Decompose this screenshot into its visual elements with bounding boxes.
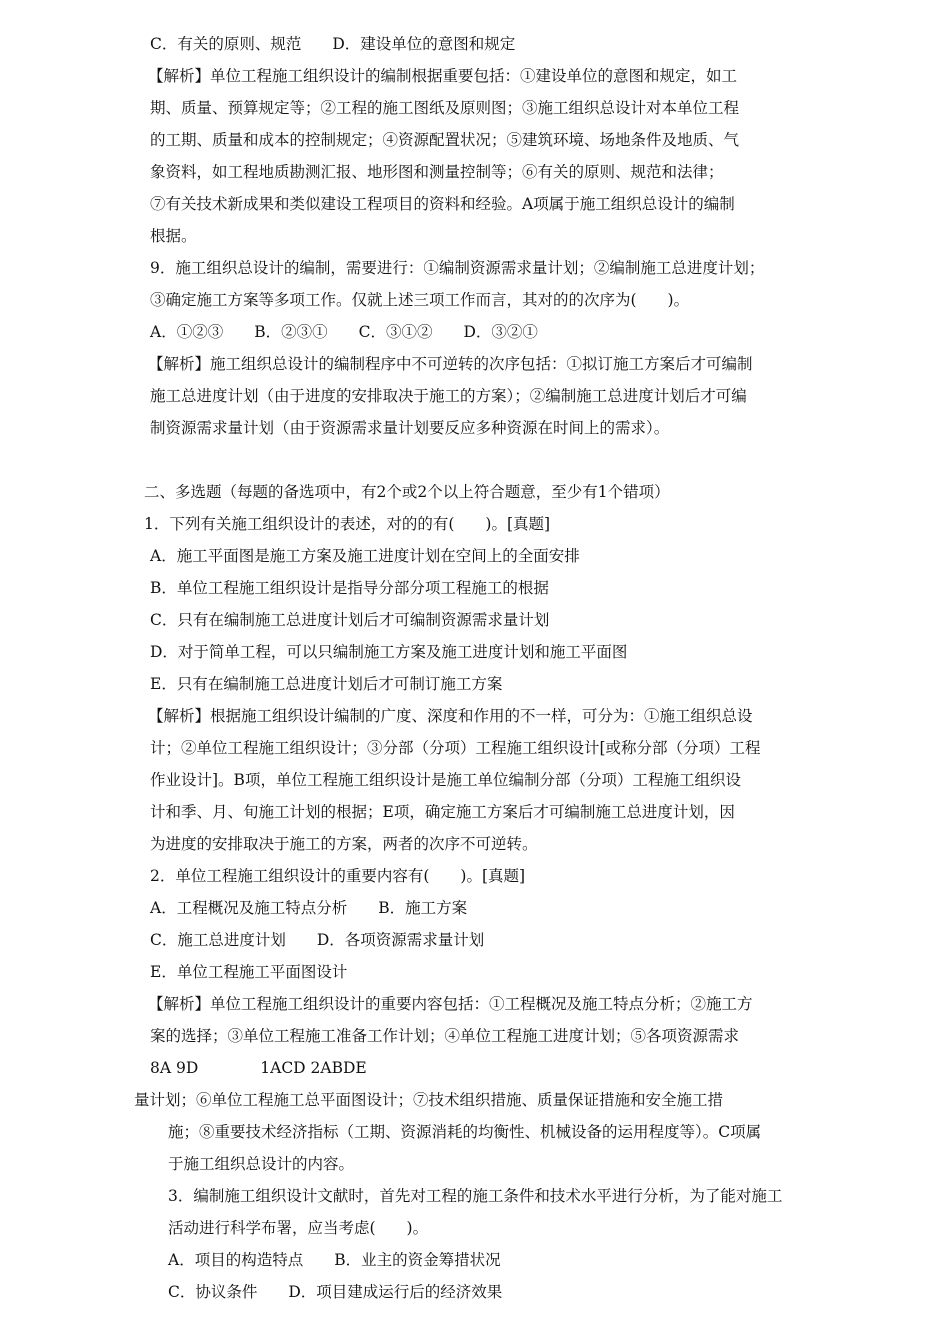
option-line-c-d: C．有关的原则、规范 D．建设单位的意图和规定 xyxy=(150,35,516,53)
question-3-options-c-d: C．协议条件 D．项目建成运行后的经济效果 xyxy=(168,1283,503,1301)
analysis-line: 量计划；⑥单位工程施工总平面图设计；⑦技术组织措施、质量保证措施和安全施工措 xyxy=(134,1091,724,1109)
question-9-stem: ③确定施工方案等多项工作。仅就上述三项工作而言，其对的的次序为( )。 xyxy=(150,291,690,309)
section-heading: 二、多选题（每题的备选项中，有2个或2个以上符合题意，至少有1个错项） xyxy=(144,483,670,501)
question-2-options-a-b: A．工程概况及施工特点分析 B．施工方案 xyxy=(150,899,468,917)
analysis-line: 的工期、质量和成本的控制规定；④资源配置状况；⑤建筑环境、场地条件及地质、气 xyxy=(150,131,740,149)
analysis-line: 为进度的安排取决于施工的方案，两者的次序不可逆转。 xyxy=(150,835,538,853)
analysis-line: 作业设计]。B项，单位工程施工组织设计是施工单位编制分部（分项）工程施工组织设 xyxy=(150,771,741,789)
question-1-option-e: E．只有在编制施工总进度计划后才可制订施工方案 xyxy=(150,675,503,693)
analysis-line: 【解析】单位工程施工组织设计的重要内容包括：①工程概况及施工特点分析；②施工方 xyxy=(148,995,753,1013)
answer-key: 8A 9D 1ACD 2ABDE xyxy=(150,1059,367,1077)
analysis-line: 计；②单位工程施工组织设计；③分部（分项）工程施工组织设计[或称分部（分项）工程 xyxy=(150,739,761,757)
question-9-stem: 9．施工组织总设计的编制，需要进行：①编制资源需求量计划；②编制施工总进度计划； xyxy=(150,259,765,277)
question-1-option-c: C．只有在编制施工总进度计划后才可编制资源需求量计划 xyxy=(150,611,550,629)
question-1-option-a: A．施工平面图是施工方案及施工进度计划在空间上的全面安排 xyxy=(150,547,580,565)
question-3-options-a-b: A．项目的构造特点 B．业主的资金筹措状况 xyxy=(168,1251,501,1269)
analysis-line: 制资源需求量计划（由于资源需求量计划要反应多种资源在时间上的需求）。 xyxy=(150,419,670,437)
question-3-stem: 活动进行科学布署，应当考虑( )。 xyxy=(168,1219,429,1237)
question-1-stem: 1．下列有关施工组织设计的表述，对的的有( )。[真题] xyxy=(144,515,551,533)
analysis-line: 期、质量、预算规定等；②工程的施工图纸及原则图；③施工组织总设计对本单位工程 xyxy=(150,99,740,117)
question-1-option-d: D．对于简单工程，可以只编制施工方案及施工进度计划和施工平面图 xyxy=(150,643,628,661)
analysis-line: 施工总进度计划（由于进度的安排取决于施工的方案）；②编制施工总进度计划后才可编 xyxy=(150,387,747,405)
analysis-line: 根据。 xyxy=(150,227,197,245)
analysis-line: 象资料，如工程地质勘测汇报、地形图和测量控制等；⑥有关的原则、规范和法律； xyxy=(150,163,724,181)
question-3-stem: 3．编制施工组织设计文献时，首先对工程的施工条件和技术水平进行分析，为了能对施工 xyxy=(168,1187,783,1205)
question-1-option-b: B．单位工程施工组织设计是指导分部分项工程施工的根据 xyxy=(150,579,549,597)
question-9-options: A．①②③ B．②③① C．③①② D．③②① xyxy=(150,323,538,341)
analysis-line: 【解析】根据施工组织设计编制的广度、深度和作用的不一样，可分为：①施工组织总设 xyxy=(148,707,753,725)
analysis-line: 计和季、月、旬施工计划的根据；E项，确定施工方案后才可编制施工总进度计划，因 xyxy=(150,803,735,821)
analysis-line: 【解析】单位工程施工组织设计的编制根据重要包括：①建设单位的意图和规定，如工 xyxy=(148,67,738,85)
question-2-options-c-d: C．施工总进度计划 D．各项资源需求量计划 xyxy=(150,931,485,949)
question-2-option-e: E．单位工程施工平面图设计 xyxy=(150,963,348,981)
analysis-line: 施；⑧重要技术经济指标（工期、资源消耗的均衡性、机械设备的运用程度等）。C项属 xyxy=(168,1123,762,1141)
analysis-line: 【解析】施工组织总设计的编制程序中不可逆转的次序包括：①拟订施工方案后才可编制 xyxy=(148,355,753,373)
question-2-stem: 2．单位工程施工组织设计的重要内容有( )。[真题] xyxy=(150,867,526,885)
analysis-line: ⑦有关技术新成果和类似建设工程项目的资料和经验。A项属于施工组织总设计的编制 xyxy=(150,195,735,213)
analysis-line: 案的选择；③单位工程施工准备工作计划；④单位工程施工进度计划；⑤各项资源需求 xyxy=(150,1027,740,1045)
analysis-line: 于施工组织总设计的内容。 xyxy=(168,1155,355,1173)
